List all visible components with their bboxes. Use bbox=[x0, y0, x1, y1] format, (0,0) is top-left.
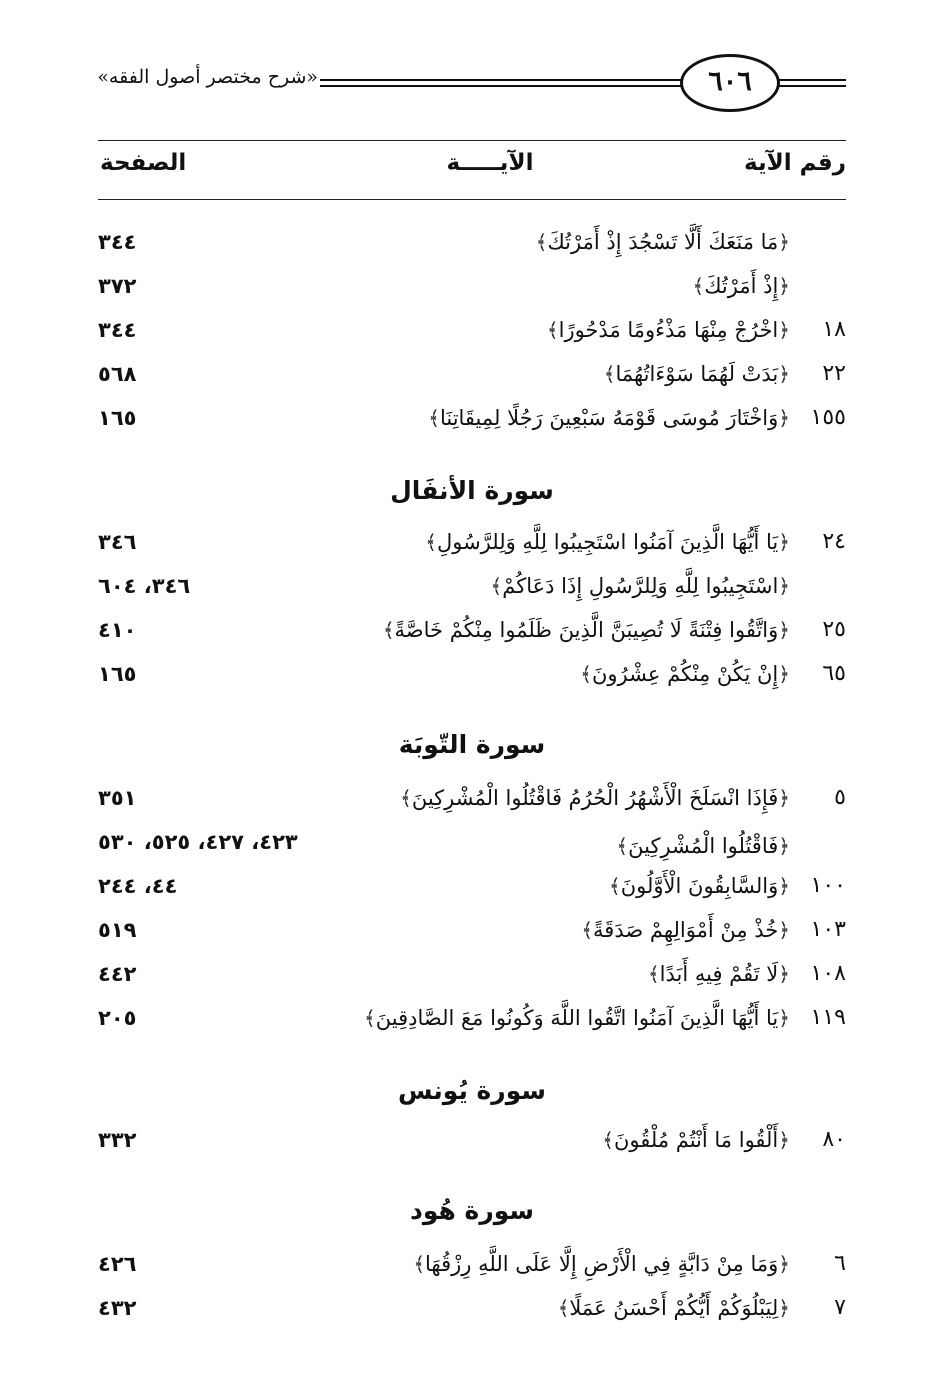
verse-text: ﴿فَإِذَا انْسَلَخَ الْأَشْهُرُ الْحُرُمُ فَاقْتُلُوا الْمُشْرِكِينَ﴾ bbox=[400, 786, 790, 810]
header-bottom-rule bbox=[98, 199, 846, 200]
page-refs: ١٦٥ bbox=[98, 662, 137, 686]
verse-text: ﴿لِيَبْلُوَكُمْ أَيُّكُمْ أَحْسَنُ عَمَلًا﴾ bbox=[557, 1296, 790, 1320]
verse-text: ﴿إِذْ أَمَرْتُكَ﴾ bbox=[692, 274, 790, 298]
verse-number: ٢٢ bbox=[822, 361, 846, 386]
column-header-page: الصفحة bbox=[100, 150, 187, 176]
verse-text: ﴿يَا أَيُّهَا الَّذِينَ آمَنُوا اسْتَجِيبُوا لِلَّهِ وَلِلرَّسُولِ﴾ bbox=[425, 530, 790, 554]
verse-number: ٧ bbox=[834, 1295, 846, 1320]
verse-text: ﴿وَمَا مِنْ دَابَّةٍ فِي الْأَرْضِ إِلَّا عَلَى اللَّهِ رِزْقُهَا﴾ bbox=[413, 1252, 790, 1276]
index-row bbox=[98, 908, 846, 952]
page-refs: ٣٤٦ bbox=[98, 530, 137, 554]
page-refs: ٥١٩ bbox=[98, 918, 137, 942]
verse-text: ﴿أَلْقُوا مَا أَنْتُمْ مُلْقُونَ﴾ bbox=[602, 1128, 790, 1152]
surah-heading: سورة الأنفَال bbox=[390, 476, 554, 505]
page-refs: ٢٠٥ bbox=[98, 1006, 137, 1030]
index-row bbox=[98, 952, 846, 996]
page-refs: ٤٤، ٢٤٤ bbox=[98, 874, 178, 898]
verse-number: ١٠٠ bbox=[810, 873, 846, 898]
surah-heading: سورة التّوبَة bbox=[398, 730, 546, 759]
index-row bbox=[98, 1242, 846, 1286]
surah-heading: سورة يُونس bbox=[398, 1076, 546, 1105]
verse-number: ١١٩ bbox=[810, 1005, 846, 1030]
page-refs: ١٦٥ bbox=[98, 406, 137, 430]
verse-text: ﴿إِنْ يَكُنْ مِنْكُمْ عِشْرُونَ﴾ bbox=[580, 662, 790, 686]
top-rule bbox=[98, 140, 846, 141]
index-row bbox=[98, 520, 846, 564]
page-refs: ٥٦٨ bbox=[98, 362, 137, 386]
index-row bbox=[98, 1118, 846, 1162]
verse-number: ٥ bbox=[834, 785, 846, 810]
verse-number: ١٥٥ bbox=[810, 405, 846, 430]
index-row bbox=[98, 864, 846, 908]
index-row bbox=[98, 776, 846, 820]
verse-text: ﴿خُذْ مِنْ أَمْوَالِهِمْ صَدَقَةً﴾ bbox=[581, 918, 790, 942]
page-number: ٦٠٦ bbox=[680, 54, 780, 112]
verse-text: ﴿فَاقْتُلُوا الْمُشْرِكِينَ﴾ bbox=[616, 834, 790, 858]
index-row bbox=[98, 220, 846, 264]
verse-number: ٨٠ bbox=[822, 1127, 846, 1152]
verse-text: ﴿وَاخْتَارَ مُوسَى قَوْمَهُ سَبْعِينَ رَجُلًا لِمِيقَاتِنَا﴾ bbox=[428, 406, 790, 430]
index-row bbox=[98, 308, 846, 352]
book-title: «شرح مختصر أصول الفقه» bbox=[97, 66, 318, 88]
verse-text: ﴿يَا أَيُّهَا الَّذِينَ آمَنُوا اتَّقُوا اللَّهَ وَكُونُوا مَعَ الصَّادِقِينَ﴾ bbox=[364, 1006, 790, 1030]
index-row bbox=[98, 264, 846, 308]
page-refs: ٤١٠ bbox=[98, 618, 137, 642]
verse-text: ﴿بَدَتْ لَهُمَا سَوْءَاتُهُمَا﴾ bbox=[603, 362, 790, 386]
verse-number: ٢٥ bbox=[822, 617, 846, 642]
page-refs: ٣٤٦، ٦٠٤ bbox=[98, 574, 191, 598]
index-row bbox=[98, 396, 846, 440]
verse-text: ﴿اخْرُجْ مِنْهَا مَذْءُومًا مَدْحُورًا﴾ bbox=[546, 318, 790, 342]
verse-number: ٦٥ bbox=[822, 661, 846, 686]
page-refs: ٣٧٢ bbox=[98, 274, 137, 298]
page-refs: ٤٢٦ bbox=[98, 1252, 137, 1276]
verse-text: ﴿وَاتَّقُوا فِتْنَةً لَا تُصِيبَنَّ الَّذِينَ ظَلَمُوا مِنْكُمْ خَاصَّةً﴾ bbox=[382, 618, 790, 642]
verse-text: ﴿لَا تَقُمْ فِيهِ أَبَدًا﴾ bbox=[647, 962, 790, 986]
page-refs: ٣٤٤ bbox=[98, 318, 137, 342]
verse-number: ١٠٣ bbox=[810, 917, 846, 942]
index-row bbox=[98, 996, 846, 1040]
index-row bbox=[98, 352, 846, 396]
index-row bbox=[98, 564, 846, 608]
page-refs: ٤٤٢ bbox=[98, 962, 137, 986]
index-row bbox=[98, 1286, 846, 1330]
page-refs: ٤٢٣، ٤٢٧، ٥٢٥، ٥٣٠ bbox=[98, 830, 298, 854]
index-row bbox=[98, 820, 846, 864]
verse-number: ١٠٨ bbox=[810, 961, 846, 986]
page-refs: ٣٣٢ bbox=[98, 1128, 137, 1152]
surah-heading: سورة هُود bbox=[410, 1196, 534, 1225]
verse-text: ﴿مَا مَنَعَكَ أَلَّا تَسْجُدَ إِذْ أَمَرْتُكَ﴾ bbox=[535, 230, 790, 254]
index-row bbox=[98, 652, 846, 696]
verse-text: ﴿وَالسَّابِقُونَ الْأَوَّلُونَ﴾ bbox=[609, 874, 790, 898]
verse-number: ١٨ bbox=[822, 317, 846, 342]
column-header-verse: الآيـــــة bbox=[446, 150, 534, 176]
verse-number: ٦ bbox=[834, 1251, 846, 1276]
page-refs: ٣٥١ bbox=[98, 786, 137, 810]
verse-text: ﴿اسْتَجِيبُوا لِلَّهِ وَلِلرَّسُولِ إِذَا دَعَاكُمْ﴾ bbox=[490, 574, 790, 598]
column-header-verse-number: رقم الآية bbox=[744, 150, 846, 176]
index-row bbox=[98, 608, 846, 652]
page-refs: ٤٣٢ bbox=[98, 1296, 137, 1320]
page-refs: ٣٤٤ bbox=[98, 230, 137, 254]
verse-number: ٢٤ bbox=[822, 529, 846, 554]
